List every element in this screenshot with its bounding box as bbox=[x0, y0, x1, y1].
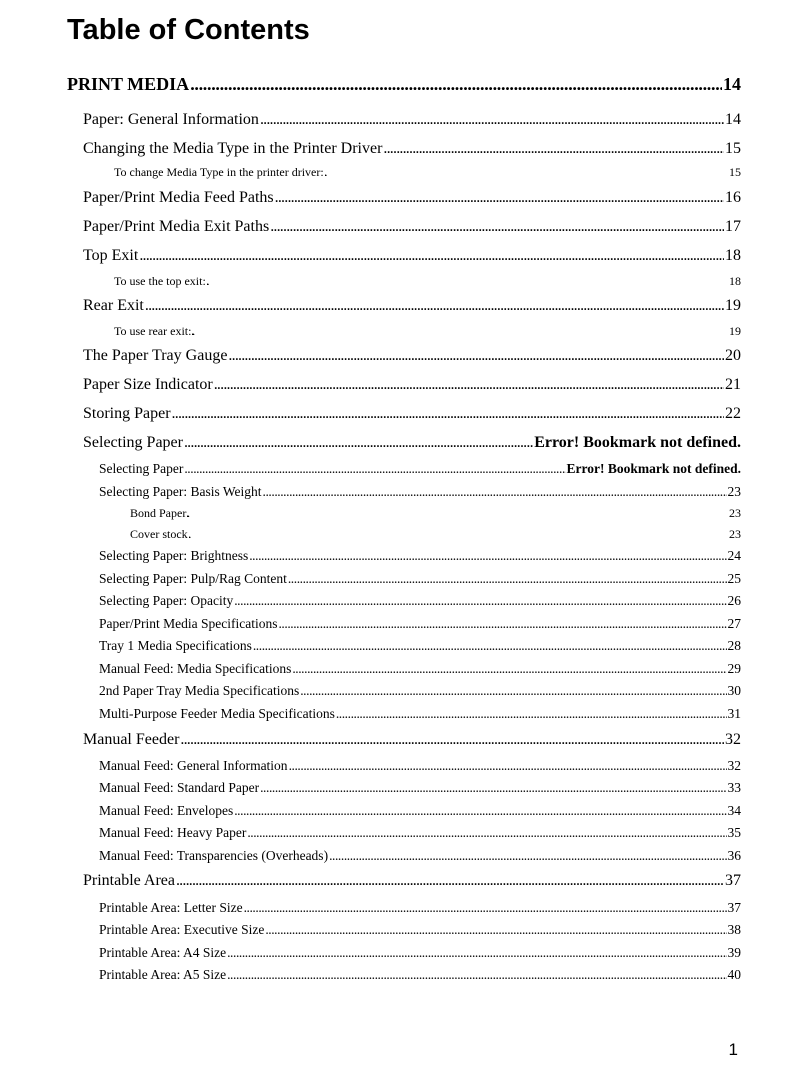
toc-entry-title: Paper/Print Media Exit Paths bbox=[83, 218, 270, 235]
toc-entry[interactable] bbox=[99, 922, 741, 938]
toc-entry-title: 2nd Paper Tray Media Specifications bbox=[99, 683, 300, 698]
toc-entry[interactable] bbox=[99, 484, 741, 500]
toc-entry-page: 25 bbox=[727, 571, 741, 586]
toc-entry-page: 18 bbox=[729, 274, 741, 288]
toc-entry[interactable] bbox=[83, 247, 741, 265]
dot-leader bbox=[263, 484, 727, 500]
toc-entry-page: 24 bbox=[727, 548, 741, 563]
dot-leader bbox=[288, 571, 727, 587]
toc-entry-title: Paper/Print Media Specifications bbox=[99, 616, 278, 631]
toc-entry-title: PRINT MEDIA bbox=[67, 74, 190, 94]
toc-entry[interactable] bbox=[83, 405, 741, 423]
toc-entry-page: 32 bbox=[727, 758, 741, 773]
toc-entry-title: Manual Feeder bbox=[83, 731, 180, 748]
toc-entry[interactable] bbox=[83, 731, 741, 749]
toc-entry[interactable] bbox=[114, 165, 741, 180]
toc-entry[interactable] bbox=[83, 347, 741, 365]
toc-entry[interactable] bbox=[99, 848, 741, 864]
toc-entry-page: 14 bbox=[723, 74, 741, 94]
toc-entry-title: Manual Feed: Media Specifications bbox=[99, 661, 292, 676]
toc-entry[interactable] bbox=[83, 434, 741, 452]
toc-entry[interactable] bbox=[99, 661, 741, 677]
toc-entry[interactable] bbox=[99, 780, 741, 796]
dot-leader bbox=[383, 140, 724, 158]
dot-leader bbox=[180, 731, 724, 749]
toc-entry[interactable] bbox=[99, 461, 741, 477]
toc-entry[interactable] bbox=[130, 506, 741, 521]
toc-entry-title: Manual Feed: Envelopes bbox=[99, 803, 234, 818]
toc-entry[interactable] bbox=[99, 945, 741, 961]
dot-leader bbox=[214, 376, 724, 394]
toc-entry-page: 39 bbox=[727, 945, 741, 960]
toc-entry[interactable] bbox=[83, 140, 741, 158]
dot-leader bbox=[270, 218, 724, 236]
toc-entry-page: 27 bbox=[727, 616, 741, 631]
toc-entry[interactable] bbox=[83, 111, 741, 129]
toc-entry-page: 33 bbox=[727, 780, 741, 795]
toc-entry[interactable] bbox=[83, 376, 741, 394]
toc-entry-page: 21 bbox=[725, 376, 741, 393]
toc-entry[interactable] bbox=[130, 527, 741, 542]
toc-entry-page: 38 bbox=[727, 922, 741, 937]
toc-entry[interactable] bbox=[99, 683, 741, 699]
toc-entry[interactable] bbox=[83, 872, 741, 890]
toc-entry-title: Changing the Media Type in the Printer Driver bbox=[83, 140, 383, 157]
toc-entry-page: 23 bbox=[727, 484, 741, 499]
dot-leader bbox=[190, 74, 722, 95]
toc-entry-title: Paper Size Indicator bbox=[83, 376, 213, 393]
toc-entry-title: Selecting Paper: Basis Weight bbox=[99, 484, 262, 499]
toc-entry[interactable] bbox=[99, 967, 741, 983]
dot-leader bbox=[275, 189, 724, 207]
toc-entry-title: Tray 1 Media Specifications bbox=[99, 638, 252, 653]
dot-leader bbox=[207, 277, 728, 288]
dot-leader bbox=[289, 758, 727, 774]
dot-leader bbox=[187, 509, 728, 520]
toc-entry-title: Storing Paper bbox=[83, 405, 171, 422]
toc-entry-page: 35 bbox=[727, 825, 741, 840]
dot-leader bbox=[234, 593, 726, 609]
dot-leader bbox=[139, 247, 724, 265]
dot-leader bbox=[227, 967, 726, 983]
toc-entry-title: Selecting Paper bbox=[83, 434, 183, 451]
toc-entry-title: Rear Exit bbox=[83, 297, 144, 314]
toc-entry[interactable] bbox=[99, 825, 741, 841]
toc-entry-page: 29 bbox=[727, 661, 741, 676]
dot-leader bbox=[234, 803, 726, 819]
toc-entry-title: To use the top exit: bbox=[114, 274, 206, 288]
toc-entry[interactable] bbox=[99, 616, 741, 632]
toc-entry-title: Printable Area: A5 Size bbox=[99, 967, 227, 982]
toc-entry-page: 16 bbox=[725, 189, 741, 206]
dot-leader bbox=[278, 616, 726, 632]
toc-entry[interactable] bbox=[99, 593, 741, 609]
toc-entry-title: Top Exit bbox=[83, 247, 139, 264]
toc-entry-page: 34 bbox=[727, 803, 741, 818]
toc-entry-title: Printable Area bbox=[83, 872, 175, 889]
toc-entry-page: 17 bbox=[725, 218, 741, 235]
toc-entry[interactable] bbox=[83, 297, 741, 315]
toc-entry-page: 31 bbox=[727, 706, 741, 721]
toc-entry-title: Printable Area: Executive Size bbox=[99, 922, 265, 937]
toc-entry-page: 36 bbox=[727, 848, 741, 863]
dot-leader bbox=[292, 661, 726, 677]
toc-entry-title: Printable Area: Letter Size bbox=[99, 900, 243, 915]
toc-entry-page: 20 bbox=[725, 347, 741, 364]
dot-leader bbox=[145, 297, 724, 315]
toc-entry[interactable] bbox=[99, 706, 741, 722]
toc-entry-page: 23 bbox=[729, 506, 741, 520]
dot-leader bbox=[336, 706, 727, 722]
toc-entry-title: To use rear exit: bbox=[114, 324, 192, 338]
toc-entry[interactable] bbox=[83, 218, 741, 236]
toc-entry-page: 18 bbox=[725, 247, 741, 264]
toc-entry[interactable] bbox=[67, 74, 741, 95]
toc-entry-page: 22 bbox=[725, 405, 741, 422]
page-title: Table of Contents bbox=[67, 14, 310, 46]
toc-entry-title: Manual Feed: General Information bbox=[99, 758, 288, 773]
dot-leader bbox=[260, 780, 726, 796]
toc-entry-title: To change Media Type in the printer driver: bbox=[114, 165, 324, 179]
dot-leader bbox=[184, 434, 533, 452]
toc-entry-title: Selecting Paper: Pulp/Rag Content bbox=[99, 571, 287, 586]
toc-entry-title: Selecting Paper: Brightness bbox=[99, 548, 249, 563]
toc-entry-page: 19 bbox=[725, 297, 741, 314]
toc-entry[interactable] bbox=[99, 758, 741, 774]
toc-entry-page: 15 bbox=[729, 165, 741, 179]
dot-leader bbox=[172, 405, 724, 423]
toc-entry-page: Error! Bookmark not defined. bbox=[534, 434, 741, 451]
toc-entry[interactable] bbox=[99, 638, 741, 654]
page-number: 1 bbox=[728, 1040, 738, 1059]
toc-entry[interactable] bbox=[99, 571, 741, 587]
toc-entry-page: 30 bbox=[727, 683, 741, 698]
toc-entry-title: Printable Area: A4 Size bbox=[99, 945, 227, 960]
toc-entry-page: 37 bbox=[725, 872, 741, 889]
dot-leader bbox=[265, 922, 726, 938]
toc-entry[interactable] bbox=[99, 548, 741, 564]
toc-entry-title: Selecting Paper: Opacity bbox=[99, 593, 234, 608]
dot-leader bbox=[192, 327, 728, 338]
toc-entry-page: 19 bbox=[729, 324, 741, 338]
toc-entry[interactable] bbox=[99, 900, 741, 916]
toc-entry[interactable] bbox=[114, 274, 741, 289]
dot-leader bbox=[227, 945, 726, 961]
dot-leader bbox=[247, 825, 726, 841]
toc-entry-page: 37 bbox=[727, 900, 741, 915]
toc-entry-title: Cover stock bbox=[130, 527, 188, 541]
toc-entry-title: Multi-Purpose Feeder Media Specifications bbox=[99, 706, 335, 721]
toc-entry[interactable] bbox=[83, 189, 741, 207]
toc-entry-page: 15 bbox=[725, 140, 741, 157]
dot-leader bbox=[249, 548, 726, 564]
toc-entry-page: 40 bbox=[727, 967, 741, 982]
dot-leader bbox=[260, 111, 724, 129]
dot-leader bbox=[325, 168, 728, 179]
toc-entry-title: The Paper Tray Gauge bbox=[83, 347, 228, 364]
dot-leader bbox=[228, 347, 724, 365]
toc-entry-page: 32 bbox=[725, 731, 741, 748]
toc-entry-title: Selecting Paper bbox=[99, 461, 184, 476]
toc-entry-page: 23 bbox=[729, 527, 741, 541]
toc-entry-page: Error! Bookmark not defined. bbox=[566, 461, 741, 476]
toc-entry-title: Manual Feed: Transparencies (Overheads) bbox=[99, 848, 329, 863]
toc-entry-title: Bond Paper bbox=[130, 506, 187, 520]
toc-entry[interactable] bbox=[99, 803, 741, 819]
dot-leader bbox=[329, 848, 726, 864]
toc-entry-page: 28 bbox=[727, 638, 741, 653]
dot-leader bbox=[184, 461, 565, 477]
toc-entry-title: Manual Feed: Heavy Paper bbox=[99, 825, 247, 840]
dot-leader bbox=[176, 872, 724, 890]
toc-entry-title: Paper: General Information bbox=[83, 111, 259, 128]
toc-entry-page: 14 bbox=[725, 111, 741, 128]
toc-entry-title: Manual Feed: Standard Paper bbox=[99, 780, 260, 795]
dot-leader bbox=[189, 530, 728, 541]
dot-leader bbox=[253, 638, 727, 654]
dot-leader bbox=[244, 900, 727, 916]
toc-entry[interactable] bbox=[114, 324, 741, 339]
toc-entry-page: 26 bbox=[727, 593, 741, 608]
dot-leader bbox=[300, 683, 726, 699]
toc-entry-title: Paper/Print Media Feed Paths bbox=[83, 189, 274, 206]
